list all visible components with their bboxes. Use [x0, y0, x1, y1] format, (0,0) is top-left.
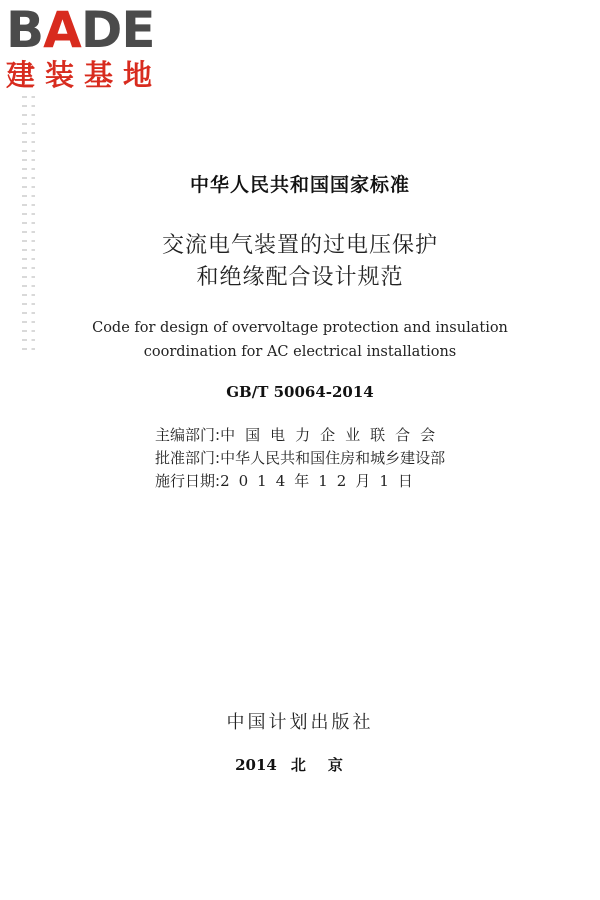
standard-type-heading: 中华人民共和国国家标准	[189, 174, 410, 196]
publication-year: 2014	[235, 756, 277, 774]
meta-row-approver	[155, 447, 445, 470]
logo-cjk-text: 建装基地	[6, 58, 163, 92]
publication-city: 北京	[290, 756, 365, 774]
meta-row-effective-date	[155, 470, 445, 493]
meta-value: 中国电力企业联合会	[220, 426, 446, 444]
standard-code: GB/T 50064-2014	[226, 383, 374, 401]
logo-letter-b: B	[6, 1, 44, 59]
publisher-name: 中国计划出版社	[226, 712, 374, 733]
logo-latin-text	[6, 1, 181, 59]
bade-watermark-logo	[6, 1, 181, 92]
publication-year-place	[0, 754, 600, 775]
english-title-line-2: coordination for AC electrical installations	[143, 344, 457, 360]
metadata-block	[155, 424, 445, 493]
logo-letter-a: A	[43, 1, 81, 59]
english-title-line-1: Code for design of overvoltage protection and insulation	[92, 320, 508, 336]
logo-letters-de: DE	[80, 1, 155, 59]
meta-label: 批准部门:	[155, 449, 221, 467]
meta-value: 中华人民共和国住房和城乡建设部	[220, 449, 446, 467]
chinese-title-line-2: 和绝缘配合设计规范	[196, 265, 404, 290]
meta-label: 主编部门:	[155, 426, 221, 444]
chinese-title-line-1: 交流电气装置的过电压保护	[161, 233, 438, 258]
meta-row-editor	[155, 424, 445, 447]
english-title	[0, 316, 600, 364]
meta-value: 2014年12月1日	[220, 472, 422, 490]
meta-label: 施行日期:	[155, 472, 221, 490]
chinese-title	[0, 230, 600, 294]
